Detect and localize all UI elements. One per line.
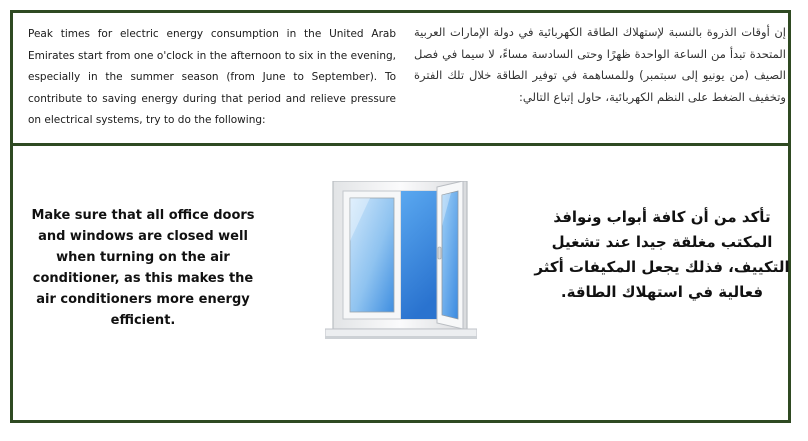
open-window-icon	[325, 181, 477, 341]
tip-text-arabic: تأكد من أن كافة أبواب ونوافذ المكتب مغلقة جيدا عند تشغيل التكييف، فذلك يجعل المكيفات أكثر فعالية في استهلاك الطاقة.	[534, 208, 790, 301]
tip-text-english: Make sure that all office doors and windows are closed well when turning on the air conditioner, as this makes the air conditioners more energy efficient.	[31, 208, 255, 328]
section-divider	[13, 143, 788, 146]
intro-text-english: Peak times for electric energy consumption in the United Arab Emirates start from one o'clock in the afternoon to six in the evening, especially in the summer season (from June to September). To contribute to saving energy during that period and relieve pressure on electrical systems, try to do the following:	[28, 28, 396, 126]
intro-text-arabic: إن أوقات الذروة بالنسبة لإستهلاك الطاقة الكهربائية في دولة الإمارات العربية المتحدة تبدأ من الساعة الواحدة ظهرًا وحتى السادسة مساءً، لا سيما في فصل الصيف (من يونيو إلى سبتمبر) وللمساهمة في توفير الطاقة خلال تلك الفترة وتخفيف الضغط على النظم الكهربائية، حاول إتباع التالي:	[414, 25, 786, 104]
